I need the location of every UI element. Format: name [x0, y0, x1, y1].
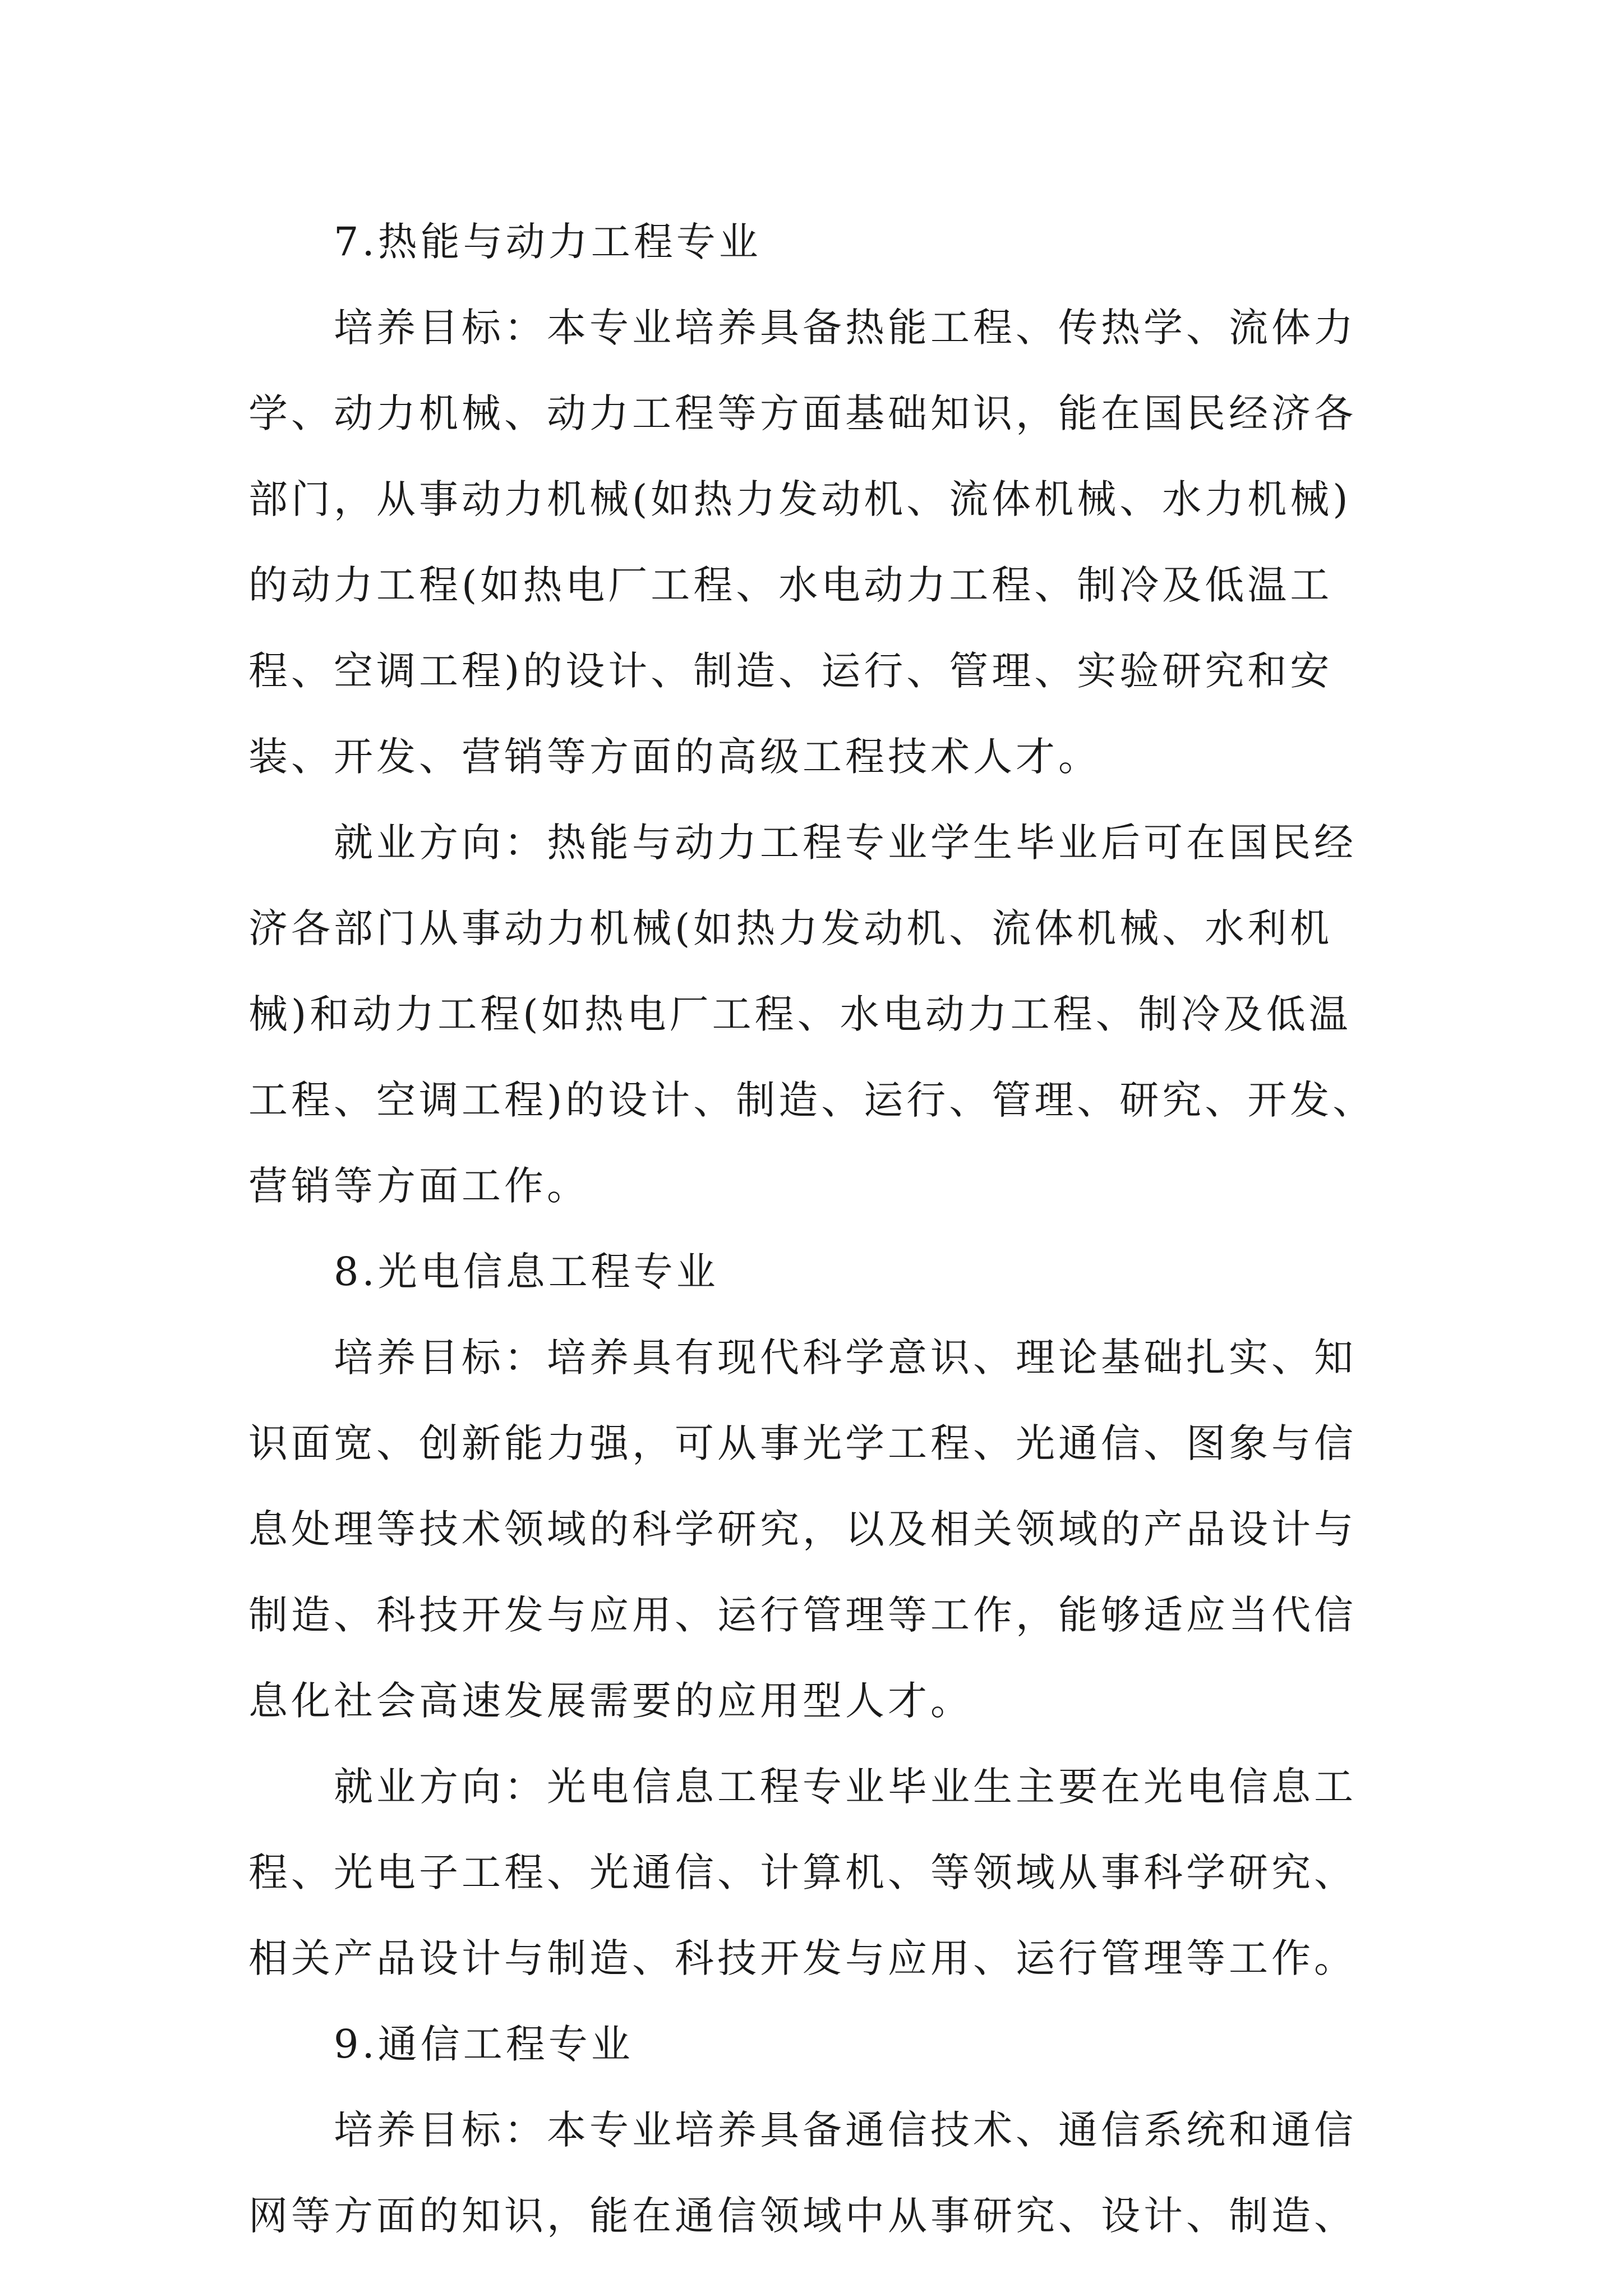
- text-line: 8.光电信息工程专业: [334, 1249, 719, 1295]
- text-line: 济各部门从事动力机械(如热力发动机、流体机械、水利机: [248, 905, 1333, 951]
- text-line: 7.热能与动力工程专业: [334, 219, 762, 265]
- text-line: 息化社会高速发展需要的应用型人才。: [248, 1678, 973, 1724]
- text-line: 工程、空调工程)的设计、制造、运行、管理、研究、开发、: [248, 1077, 1376, 1123]
- text-line: 学、动力机械、动力工程等方面基础知识，能在国民经济各: [248, 390, 1357, 436]
- document-body: [248, 199, 1398, 2259]
- text-line: 就业方向：光电信息工程专业毕业生主要在光电信息工: [334, 1764, 1357, 1810]
- text-line: 息处理等技术领域的科学研究，以及相关领域的产品设计与: [248, 1506, 1357, 1552]
- text-line: 识面宽、创新能力强，可从事光学工程、光通信、图象与信: [248, 1420, 1357, 1466]
- text-line: 程、光电子工程、光通信、计算机、等领域从事科学研究、: [248, 1849, 1357, 1895]
- text-line: 械)和动力工程(如热电厂工程、水电动力工程、制冷及低温: [248, 991, 1352, 1037]
- text-line: 培养目标：本专业培养具备热能工程、传热学、流体力: [334, 305, 1357, 351]
- text-line: 相关产品设计与制造、科技开发与应用、运行管理等工作。: [248, 1935, 1357, 1981]
- text-line: 9.通信工程专业: [334, 2021, 634, 2067]
- text-line: 网等方面的知识，能在通信领域中从事研究、设计、制造、: [248, 2193, 1357, 2239]
- text-line: 装、开发、营销等方面的高级工程技术人才。: [248, 734, 1101, 780]
- text-line: 程、空调工程)的设计、制造、运行、管理、实验研究和安: [248, 648, 1333, 694]
- text-line: 部门，从事动力机械(如热力发动机、流体机械、水力机械): [248, 476, 1352, 522]
- text-line: 培养目标：本专业培养具备通信技术、通信系统和通信: [334, 2107, 1357, 2153]
- text-line: 营销等方面工作。: [248, 1163, 589, 1209]
- text-line: 培养目标：培养具有现代科学意识、理论基础扎实、知: [334, 1335, 1357, 1381]
- text-line: 制造、科技开发与应用、运行管理等工作，能够适应当代信: [248, 1592, 1357, 1638]
- text-line: 的动力工程(如热电厂工程、水电动力工程、制冷及低温工: [248, 562, 1333, 608]
- text-line: 就业方向：热能与动力工程专业学生毕业后可在国民经: [334, 820, 1357, 866]
